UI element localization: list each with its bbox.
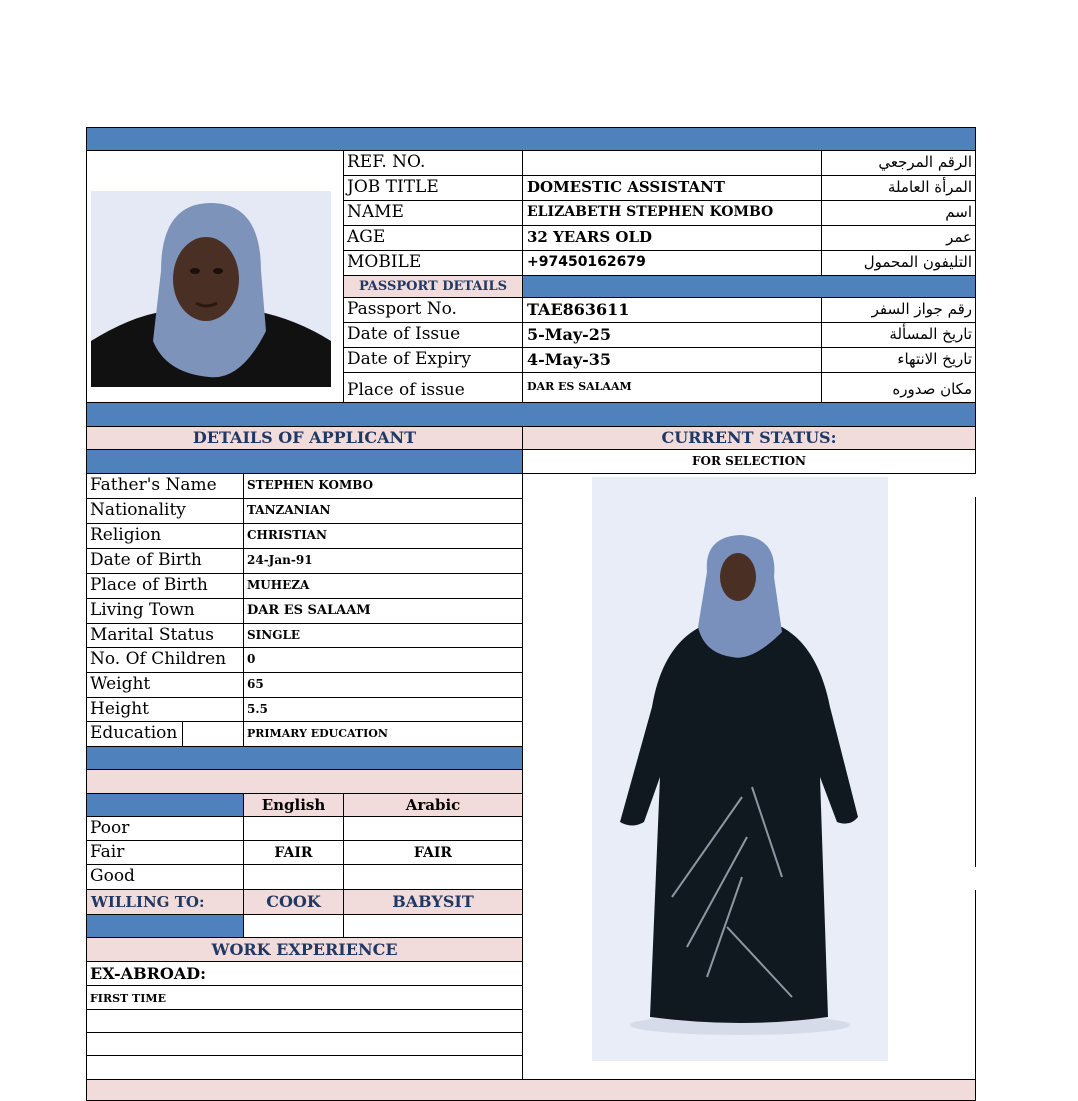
living-town-label: Living Town bbox=[86, 598, 244, 624]
no-of-children-value: 0 bbox=[243, 647, 523, 673]
height-value: 5.5 bbox=[243, 697, 523, 723]
top-header-band bbox=[86, 127, 976, 151]
date-of-expiry-arabic-label: تاريخ الانتهاء bbox=[821, 347, 976, 373]
nationality-label: Nationality bbox=[86, 498, 244, 524]
marital-status-label: Marital Status bbox=[86, 623, 244, 649]
name-value: ELIZABETH STEPHEN KOMBO bbox=[522, 200, 822, 226]
applicant-full-body-photo bbox=[592, 477, 888, 1061]
english-fair-value: FAIR bbox=[243, 840, 344, 865]
weight-value: 65 bbox=[243, 672, 523, 698]
right-frame-line-upper bbox=[975, 497, 976, 867]
age-label: AGE bbox=[343, 225, 523, 251]
passport-details-heading: PASSPORT DETAILS bbox=[343, 275, 523, 298]
experience-first-row: FIRST TIME bbox=[86, 985, 523, 1010]
fathers-name-label: Father's Name bbox=[86, 473, 244, 499]
date-of-issue-arabic-label: تاريخ المسألة bbox=[821, 322, 976, 348]
religion-label: Religion bbox=[86, 523, 244, 549]
english-good-value bbox=[243, 864, 344, 890]
languages-pink-band bbox=[86, 769, 523, 794]
date-of-expiry-label: Date of Expiry bbox=[343, 347, 523, 373]
section-divider-band bbox=[86, 402, 976, 427]
language-arabic-header: Arabic bbox=[343, 793, 523, 817]
job-title-value: DOMESTIC ASSISTANT bbox=[522, 175, 822, 201]
applicant-heading-band bbox=[86, 449, 523, 474]
ref-no-label: REF. NO. bbox=[343, 150, 523, 176]
language-level-fair: Fair bbox=[86, 840, 244, 865]
age-arabic-label: عمر bbox=[821, 225, 976, 251]
date-of-issue-value: 5-May-25 bbox=[522, 322, 822, 348]
living-town-value: DAR ES SALAAM bbox=[243, 598, 523, 624]
nationality-value: TANZANIAN bbox=[243, 498, 523, 524]
no-of-children-label: No. Of Children bbox=[86, 647, 244, 673]
date-of-birth-label: Date of Birth bbox=[86, 548, 244, 574]
willing-divider-band bbox=[86, 914, 244, 938]
ref-no-value bbox=[522, 150, 822, 176]
mobile-value: +97450162679 bbox=[522, 250, 822, 276]
willing-empty-cell-2 bbox=[343, 914, 523, 938]
mobile-arabic-label: التليفون المحمول bbox=[821, 250, 976, 276]
education-label: Education bbox=[86, 721, 183, 747]
education-value: PRIMARY EDUCATION bbox=[243, 721, 523, 747]
education-divider-band bbox=[86, 746, 523, 770]
details-of-applicant-heading: DETAILS OF APPLICANT bbox=[86, 426, 523, 450]
passport-heading-band bbox=[522, 275, 976, 298]
ex-abroad-label: EX-ABROAD: bbox=[86, 961, 523, 986]
language-english-header: English bbox=[243, 793, 344, 817]
language-level-poor: Poor bbox=[86, 816, 244, 841]
religion-value: CHRISTIAN bbox=[243, 523, 523, 549]
job-title-label: JOB TITLE bbox=[343, 175, 523, 201]
mobile-label: MOBILE bbox=[343, 250, 523, 276]
bottom-pink-band bbox=[86, 1079, 976, 1101]
date-of-issue-label: Date of Issue bbox=[343, 322, 523, 348]
height-label: Height bbox=[86, 697, 244, 723]
current-status-value: FOR SELECTION bbox=[522, 449, 976, 474]
ref-no-arabic-label: الرقم المرجعي bbox=[821, 150, 976, 176]
place-of-issue-value: DAR ES SALAAM bbox=[522, 372, 822, 403]
full-body-illustration bbox=[592, 477, 888, 1061]
weight-label: Weight bbox=[86, 672, 244, 698]
date-of-expiry-value: 4-May-35 bbox=[522, 347, 822, 373]
age-value: 32 YEARS OLD bbox=[522, 225, 822, 251]
full-body-photo-frame bbox=[522, 473, 523, 1080]
willing-empty-cell-1 bbox=[243, 914, 344, 938]
passport-no-label: Passport No. bbox=[343, 297, 523, 323]
right-frame-line-lower bbox=[975, 890, 976, 1080]
arabic-fair-value: FAIR bbox=[343, 840, 523, 865]
arabic-poor-value bbox=[343, 816, 523, 841]
willing-to-label: WILLING TO: bbox=[86, 889, 244, 915]
education-spacer-cell bbox=[182, 721, 244, 747]
place-of-issue-arabic-label: مكان صدوره bbox=[821, 372, 976, 403]
current-status-heading: CURRENT STATUS: bbox=[522, 426, 976, 450]
applicant-portrait-photo bbox=[91, 191, 331, 387]
experience-empty-row-1 bbox=[86, 1009, 523, 1033]
languages-corner-band bbox=[86, 793, 244, 817]
experience-empty-row-2 bbox=[86, 1032, 523, 1056]
place-of-issue-label: Place of issue bbox=[343, 372, 523, 403]
place-of-birth-value: MUHEZA bbox=[243, 573, 523, 599]
arabic-good-value bbox=[343, 864, 523, 890]
date-of-birth-value: 24-Jan-91 bbox=[243, 548, 523, 574]
willing-cook-value: COOK bbox=[243, 889, 344, 915]
name-arabic-label: اسم bbox=[821, 200, 976, 226]
experience-empty-row-3 bbox=[86, 1055, 523, 1080]
portrait-illustration bbox=[91, 191, 331, 387]
job-title-arabic-label: المرأة العاملة bbox=[821, 175, 976, 201]
english-poor-value bbox=[243, 816, 344, 841]
willing-babysit-value: BABYSIT bbox=[343, 889, 523, 915]
name-label: NAME bbox=[343, 200, 523, 226]
language-level-good: Good bbox=[86, 864, 244, 890]
fathers-name-value: STEPHEN KOMBO bbox=[243, 473, 523, 499]
passport-no-value: TAE863611 bbox=[522, 297, 822, 323]
marital-status-value: SINGLE bbox=[243, 623, 523, 649]
passport-no-arabic-label: رقم جواز السفر bbox=[821, 297, 976, 323]
work-experience-heading: WORK EXPERIENCE bbox=[86, 937, 523, 962]
place-of-birth-label: Place of Birth bbox=[86, 573, 244, 599]
